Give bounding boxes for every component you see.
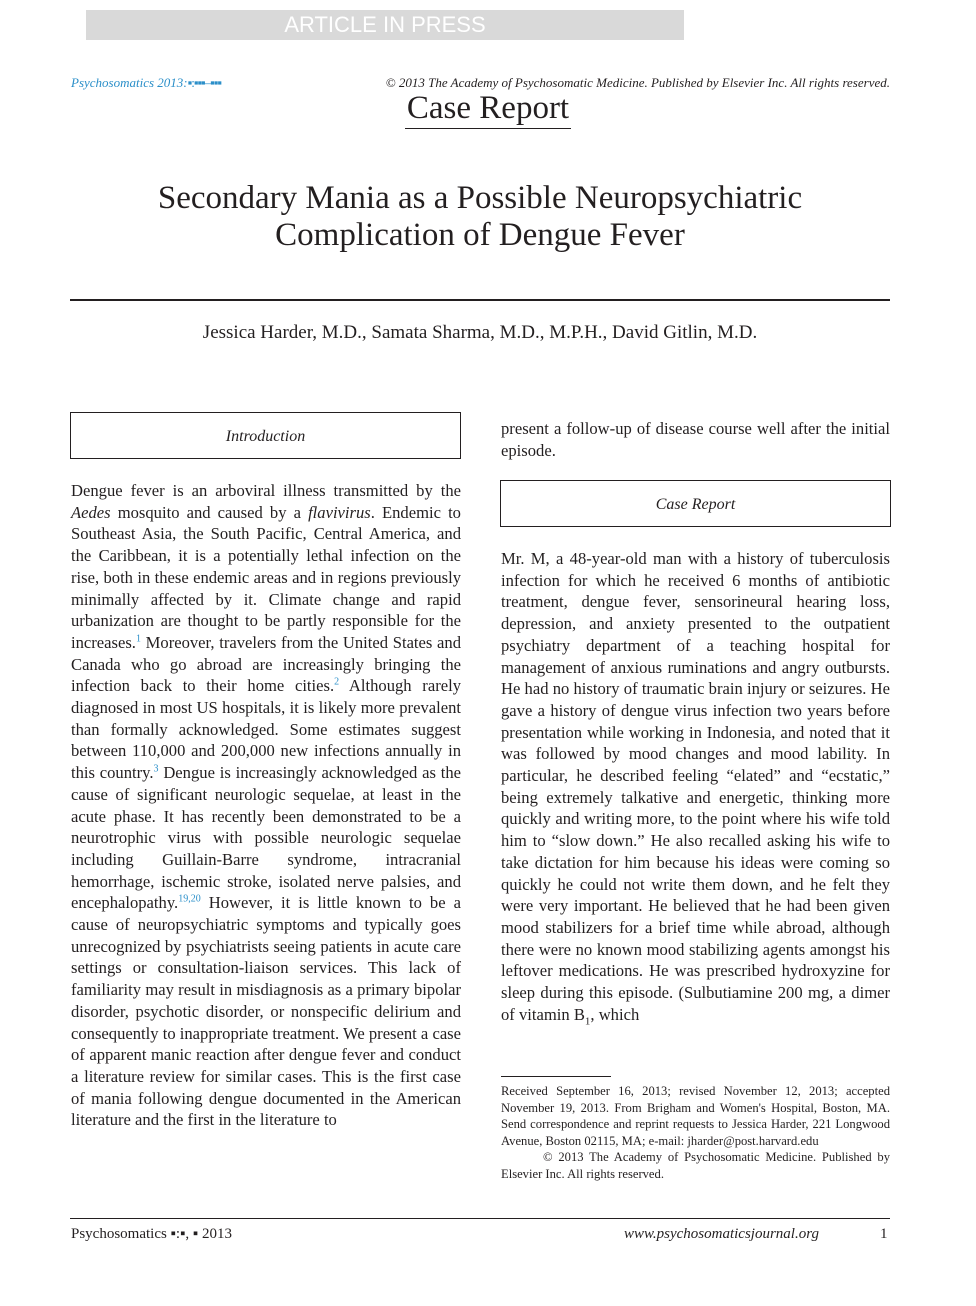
article-title-line-1: Secondary Mania as a Possible Neuropsychiatric — [157, 180, 803, 216]
case-report-paragraph: Mr. M, a 48-year-old man with a history of tuberculosis infection for which he received 6 months of antibiotic treatment, dengue fever, sensorineural hearing loss, depression, and anxiety presented to the outpatient psychiatry department of a teaching hospital for management of anxious ruminations and angry outbursts. He had no history of traumatic brain injury or seizures. He gave a history of dengue virus infection two years before presentation while working in Indonesia, and noted that it was followed by mood changes and mood lability. In particular, he described feeling “elated” and “ecstatic,” being extremely talkative and energetic, thinking more quickly and writing more, to the point where his wife told him to “slow down.” He also recalled asking his wife to take dictation for him because his ideas were coming so quickly he could not write them down, and he felt they were very important. He believed that he had been given mood stabilizers for a brief time while abroad, although there were no known mood stabilizing agents amongst his leftover medications. He was prescribed hydroxyzine for sleep during this episode. (Sulbutiamine 200 mg, a dimer of vitamin $B_1$, which — [501, 549, 890, 1028]
article-title-line-2: Complication of Dengue Fever — [275, 217, 685, 253]
page-number: 1 — [880, 1226, 888, 1242]
article-footnote — [501, 1083, 890, 1182]
introduction-heading-box — [70, 412, 461, 459]
footnote-divider — [501, 1076, 611, 1077]
footer-journal: Psychosomatics ▪:▪, ▪ 2013 — [71, 1226, 232, 1242]
article-title — [70, 180, 890, 254]
header-copyright: © 2013 The Academy of Psychosomatic Medicine. Published by Elsevier Inc. All rights reserved. — [385, 75, 890, 90]
section-label — [0, 90, 976, 127]
aedes-term: Aedes — [71, 502, 111, 522]
case-report-heading: Case Report — [655, 496, 736, 513]
citation-link[interactable]: 3 — [153, 763, 159, 775]
vitamin-subscript: 1 — [584, 1015, 591, 1028]
section-label-text: Case Report — [405, 90, 571, 129]
introduction-paragraph: Dengue fever is an arboviral illness transmitted by the Aedes mosquito and caused by a flavivirus. Endemic to Southeast Asia, the South Pacific, Central America, and the Caribbean, it is a potentially lethal infection on the rise, both in these endemic areas and in regions previously minimally affected by it. Climate change and rapid urbanization are thought to be partly responsible for the increases.$^1$ Moreover, travelers from the United States and Canada who go abroad are increasingly bringing the infection back to their home cities.$^2$ Although rarely diagnosed in most US hospitals, it is likely more prevalent than formally acknowledged. Some estimates suggest between 110,000 and 200,000 new infections annually in this country.$^3$ Dengue is increasingly acknowledged as the cause of significant neurologic sequelae, at least in the acute phase. It has recently been demonstrated to be a neurotrophic virus with possible neurologic sequelae including Guillain-Barre syndrome, intracranial hemorrhage, ischemic stroke, isolated nerve palsies, and encephalopathy.$^{19,20}$ However, it is little known to be a cause of neuropsychiatric symptoms and typically goes unrecognized by psychiatrists seeing patients in acute care settings or consultation-liaison services. This lack of familiarity may result in misdiagnosis as a primary bipolar disorder, psychotic disorder, or nonspecific delirium and consequently to inappropriate treatment. We present a case of apparent manic reaction after dengue fever and conduct a literature review for similar cases. This is the first case of mania following dengue documented in the American literature and the first in the literature to — [71, 481, 462, 1130]
case-report-body — [501, 548, 890, 1033]
author-list: Jessica Harder, M.D., Samata Sharma, M.D., M.P.H., David Gitlin, M.D. — [202, 322, 758, 343]
introduction-body — [71, 480, 461, 1131]
introduction-continuation — [501, 418, 890, 461]
footnote-received: Received September 16, 2013; revised November 12, 2013; accepted November 19, 2013. From Brigham and Women's Hospital, Boston, MA. Send correspondence and reprint requests to Jessica Harder, 221 Longwood Avenue, Boston 02115, MA; e-mail: jharder@post.harvard.edu — [501, 1084, 890, 1148]
citation-link[interactable]: 1 — [135, 633, 141, 645]
title-divider — [70, 299, 890, 301]
article-in-press-banner: ARTICLE IN PRESS — [86, 10, 684, 40]
journal-reference-text: Psychosomatics 2013: — [71, 75, 188, 90]
citation-separator: , — [188, 893, 191, 905]
journal-reference[interactable] — [71, 75, 221, 91]
footnote-copyright: © 2013 The Academy of Psychosomatic Medicine. Published by Elsevier Inc. All rights reserved. — [501, 1150, 890, 1181]
flavivirus-term: flavivirus — [308, 502, 371, 522]
citation-link[interactable]: 2 — [334, 676, 340, 688]
citation-link[interactable]: 20 — [190, 893, 201, 905]
case-report-heading-box — [500, 480, 891, 527]
journal-reference-placeholders: ▪:▪▪▪–▪▪▪ — [187, 75, 221, 90]
continuation-paragraph: present a follow-up of disease course well after the initial episode. — [501, 419, 890, 460]
footer-divider — [70, 1218, 890, 1219]
footer-website-link[interactable]: www.psychosomaticsjournal.org — [624, 1226, 820, 1242]
citation-link[interactable]: 19 — [178, 893, 189, 905]
introduction-heading: Introduction — [225, 428, 306, 445]
